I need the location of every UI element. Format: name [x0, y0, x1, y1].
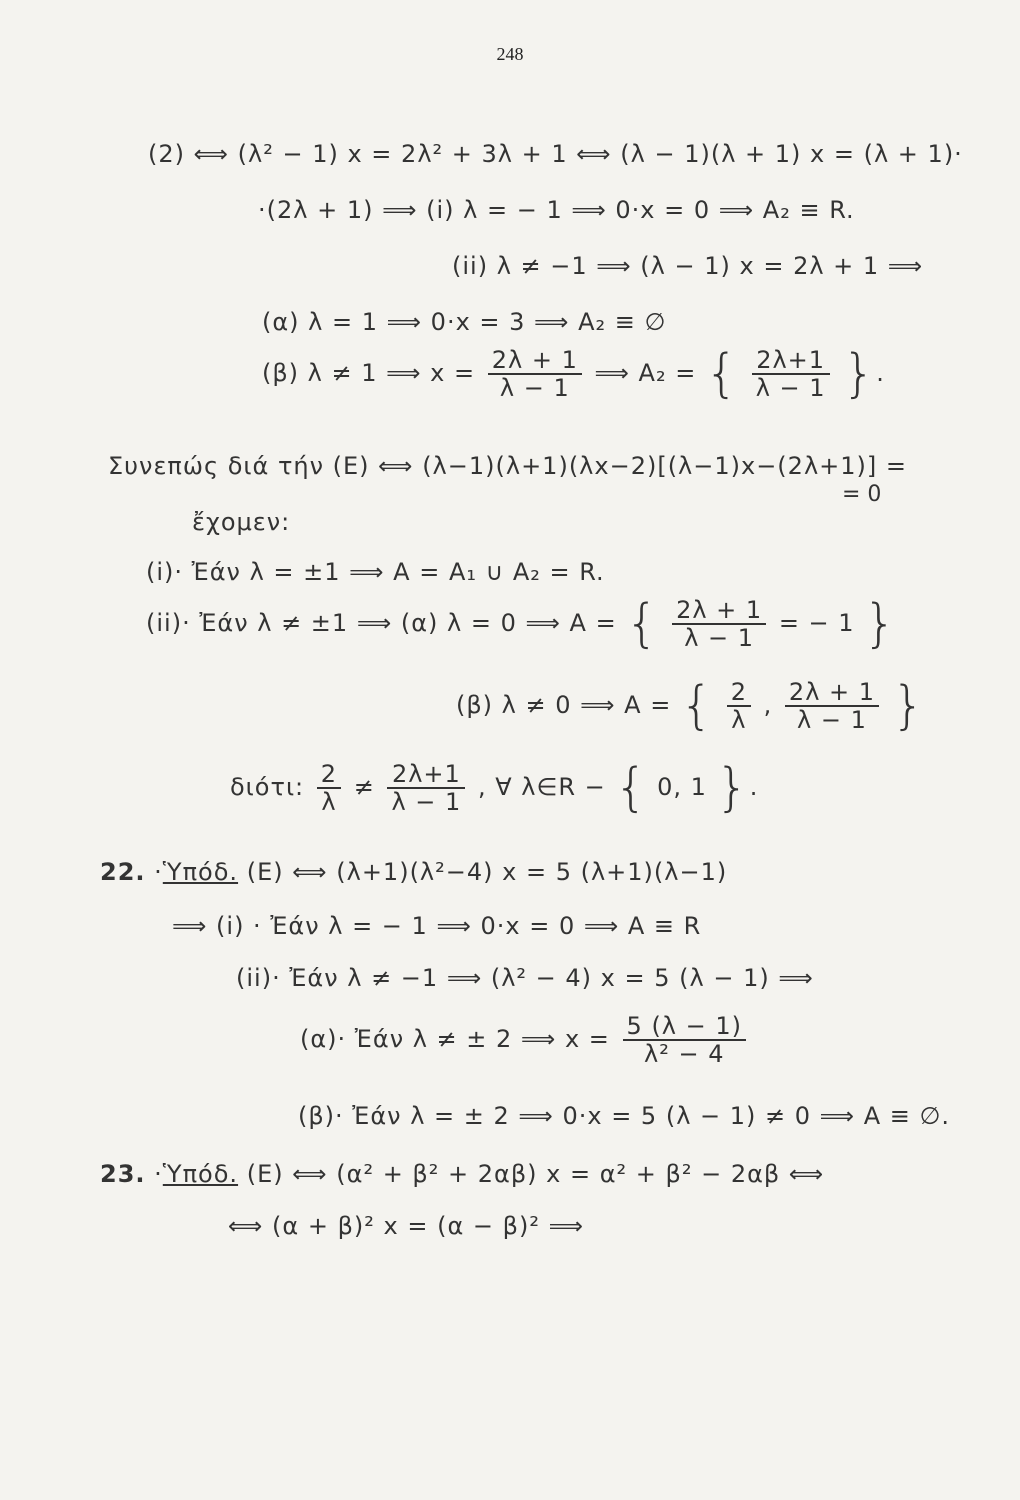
conclusion-line-2: ἔχομεν: — [192, 508, 291, 536]
fraction-denominator: λ − 1 — [499, 374, 570, 402]
line4-prefix: (ii)· Ἐάν λ ≠ ±1 ⟹ (α) λ = 0 ⟹ A = — [146, 609, 617, 637]
fraction-solution — [387, 762, 465, 814]
set-open-brace: { — [679, 676, 715, 736]
fraction-numerator: 2λ + 1 — [488, 348, 582, 375]
excluded-set: 0, 1 — [657, 773, 707, 801]
fraction-two-over-lambda — [317, 762, 341, 814]
exercise-23-line-2: ⟺ (α + β)² x = (α − β)² ⟹ — [228, 1212, 584, 1240]
exercise-22-line-4 — [300, 1014, 750, 1066]
line4-prefix: (α)· Ἐάν λ ≠ ± 2 ⟹ x = — [300, 1025, 610, 1053]
fraction-numerator: 2 — [317, 762, 341, 789]
not-equal-sign: ≠ — [353, 773, 375, 801]
fraction-denominator: λ² − 4 — [644, 1040, 725, 1068]
line6-end: . — [749, 773, 759, 801]
conclusion-line-5 — [456, 676, 926, 736]
fraction-numerator: 2λ+1 — [752, 348, 830, 375]
exercise-22-line-5: (β)· Ἐάν λ = ± 2 ⟹ 0·x = 5 (λ − 1) ≠ 0 ⟹ A ≡ ∅. — [298, 1102, 951, 1130]
fraction-denominator: λ — [731, 706, 747, 734]
exercise-23-number: 23. — [100, 1160, 146, 1188]
line5-end: . — [876, 359, 885, 387]
exercise-22-line-2: ⟹ (i) · Ἐάν λ = − 1 ⟹ 0·x = 0 ⟹ A ≡ R — [172, 912, 702, 940]
fraction-numerator: 2λ + 1 — [785, 680, 879, 707]
equation-line-2: ·(2λ + 1) ⟹ (i) λ = − 1 ⟹ 0·x = 0 ⟹ A₂ ≡ R. — [258, 196, 855, 224]
set-open-brace: { — [614, 758, 649, 818]
fraction-set-element-2 — [785, 680, 879, 732]
exercise-23-line-1 — [100, 1160, 824, 1188]
fraction-set-element — [752, 348, 830, 400]
fraction-denominator: λ − 1 — [391, 788, 462, 816]
fraction-numerator: 5 (λ − 1) — [623, 1014, 746, 1041]
line5-prefix: (β) λ ≠ 1 ⟹ x = — [262, 359, 476, 387]
conclusion-line-1-continuation: = 0 — [842, 482, 882, 507]
conclusion-line-1: Συνεπώς διά τήν (Ε) ⟺ (λ−1)(λ+1)(λx−2)[(λ−1)x−(2λ+1)] = — [108, 452, 907, 480]
fraction-denominator: λ − 1 — [684, 624, 755, 652]
set-close-brace: } — [715, 758, 750, 818]
exercise-22-line-3: (ii)· Ἐάν λ ≠ −1 ⟹ (λ² − 4) x = 5 (λ − 1) ⟹ — [236, 964, 814, 992]
fraction-set-element-1 — [727, 680, 751, 732]
fraction-numerator: 2λ + 1 — [672, 598, 766, 625]
hint-dot: · — [154, 1160, 163, 1188]
exercise-22-line-1 — [100, 858, 727, 886]
equation-line-3: (ii) λ ≠ −1 ⟹ (λ − 1) x = 2λ + 1 ⟹ — [452, 252, 924, 280]
set-close-brace: } — [842, 344, 877, 404]
line5-middle: ⟹ A₂ = — [594, 359, 697, 387]
conclusion-line-4 — [146, 594, 898, 654]
conclusion-line-3: (i)· Ἐάν λ = ±1 ⟹ A = A₁ ∪ A₂ = R. — [146, 558, 605, 586]
conclusion-line-6 — [230, 758, 759, 818]
equation-line-4: (α) λ = 1 ⟹ 0·x = 3 ⟹ A₂ ≡ ∅ — [262, 308, 667, 336]
exercise-22-equation: (Ε) ⟺ (λ+1)(λ²−4) x = 5 (λ+1)(λ−1) — [246, 858, 728, 886]
page-number: 248 — [496, 44, 524, 64]
exercise-22-number: 22. — [100, 858, 146, 886]
exercise-22-hint-label: Ὑπόδ. — [162, 858, 239, 886]
set-open-brace: { — [625, 594, 660, 654]
fraction-numerator: 2 — [727, 680, 751, 707]
fraction-denominator: λ — [321, 788, 337, 816]
equation-line-1: (2) ⟺ (λ² − 1) x = 2λ² + 3λ + 1 ⟺ (λ − 1)(λ + 1) x = (λ + 1)· — [148, 140, 963, 168]
fraction-x-solution — [488, 348, 582, 400]
fraction-denominator: λ − 1 — [797, 706, 867, 734]
fraction-set-element — [672, 598, 766, 650]
set-open-brace: { — [704, 344, 740, 404]
line6-prefix: διότι: — [230, 773, 305, 801]
hint-dot: · — [154, 858, 163, 886]
line6-post: , ∀ λ∈R − — [477, 773, 606, 801]
line4-post: = − 1 — [778, 609, 855, 637]
set-separator: , — [763, 691, 773, 719]
exercise-23-hint-label: Ὑπόδ. — [162, 1160, 239, 1188]
equation-line-5 — [262, 344, 885, 404]
set-close-brace: } — [891, 676, 926, 736]
fraction-x-solution — [623, 1014, 746, 1066]
fraction-numerator: 2λ+1 — [387, 762, 465, 789]
exercise-23-equation: (Ε) ⟺ (α² + β² + 2αβ) x = α² + β² − 2αβ ⟺ — [246, 1160, 825, 1188]
fraction-denominator: λ − 1 — [755, 374, 826, 402]
set-close-brace: } — [863, 594, 898, 654]
line5-prefix: (β) λ ≠ 0 ⟹ A = — [456, 691, 672, 719]
